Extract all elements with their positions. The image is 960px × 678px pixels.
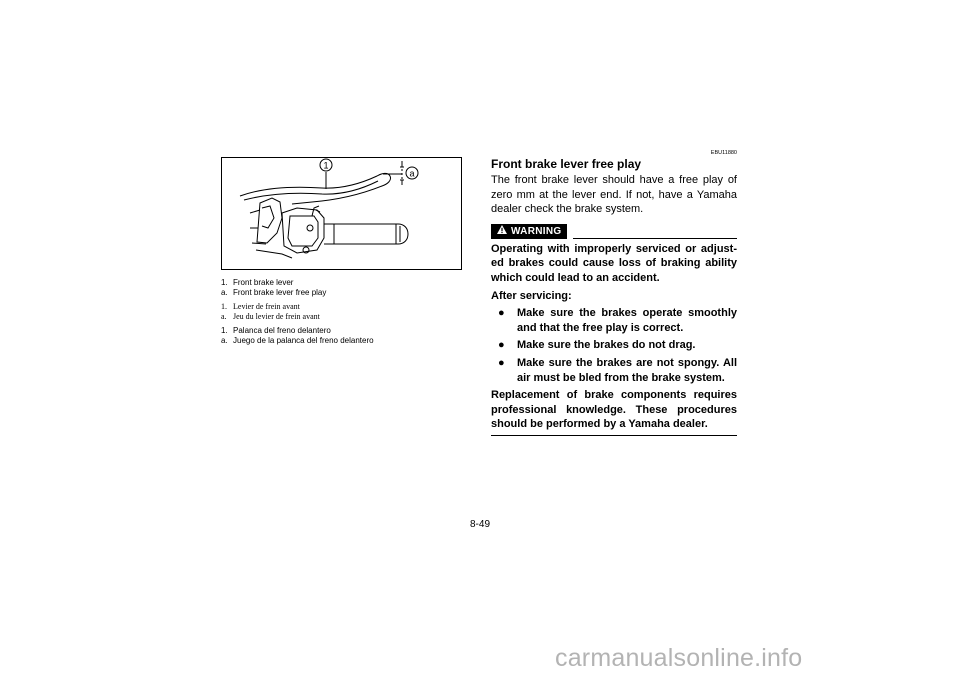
list-item: ● Make sure the brakes are not spongy. All air must be bled from the brake system.: [491, 356, 737, 385]
warning-triangle-icon: [497, 225, 507, 237]
after-servicing-heading: After servicing:: [491, 289, 572, 302]
list-item: ● Make sure the brakes do not drag.: [491, 338, 737, 353]
figure-label-1: 1: [323, 160, 329, 171]
bullet-icon: ●: [498, 339, 505, 352]
figure-label-a: a: [409, 168, 415, 179]
caption-item: 1. Levier de frein avant: [221, 302, 300, 311]
caption-english: [221, 278, 326, 298]
intro-paragraph: The front brake lever should have a free play of zero mm at the lever end. If not, have a Yamaha dealer check the brake system.: [491, 174, 737, 216]
caption-item: a. Front brake lever free play: [221, 288, 327, 297]
warning-text: Operating with improperly serviced or adjust-ed brakes could cause loss of braking ability which could lead to an accident.: [491, 242, 737, 284]
brake-lever-illustration: [222, 158, 461, 269]
warning-rule: [573, 238, 737, 239]
brake-lever-figure: [221, 157, 462, 270]
bullet-icon: ●: [498, 356, 505, 369]
warning-header: [491, 223, 737, 239]
warning-badge: [491, 224, 567, 239]
caption-item: a. Juego de la palanca del freno delantero: [221, 336, 374, 345]
closing-warning-text: Replacement of brake components requires professional knowledge. These procedures should be performed by a Yamaha dealer.: [491, 389, 737, 431]
caption-french: [221, 302, 320, 322]
bullet-icon: ●: [498, 307, 505, 320]
warning-label: WARNING: [511, 225, 562, 237]
caption-spanish: [221, 326, 374, 346]
caption-item: 1. Palanca del freno delantero: [221, 326, 331, 335]
list-item: ● Make sure the brakes operate smoothly and that the free play is correct.: [491, 306, 737, 335]
caption-item: a. Jeu du levier de frein avant: [221, 312, 320, 321]
warning-end-rule: [491, 435, 737, 436]
section-code: EBU11880: [710, 150, 737, 156]
watermark: carmanualsonline.info: [555, 644, 803, 672]
section-content: [491, 150, 737, 436]
page-number: 8-49: [469, 519, 490, 530]
section-title: Front brake lever free play: [491, 157, 642, 171]
caption-item: 1. Front brake lever: [221, 278, 294, 287]
